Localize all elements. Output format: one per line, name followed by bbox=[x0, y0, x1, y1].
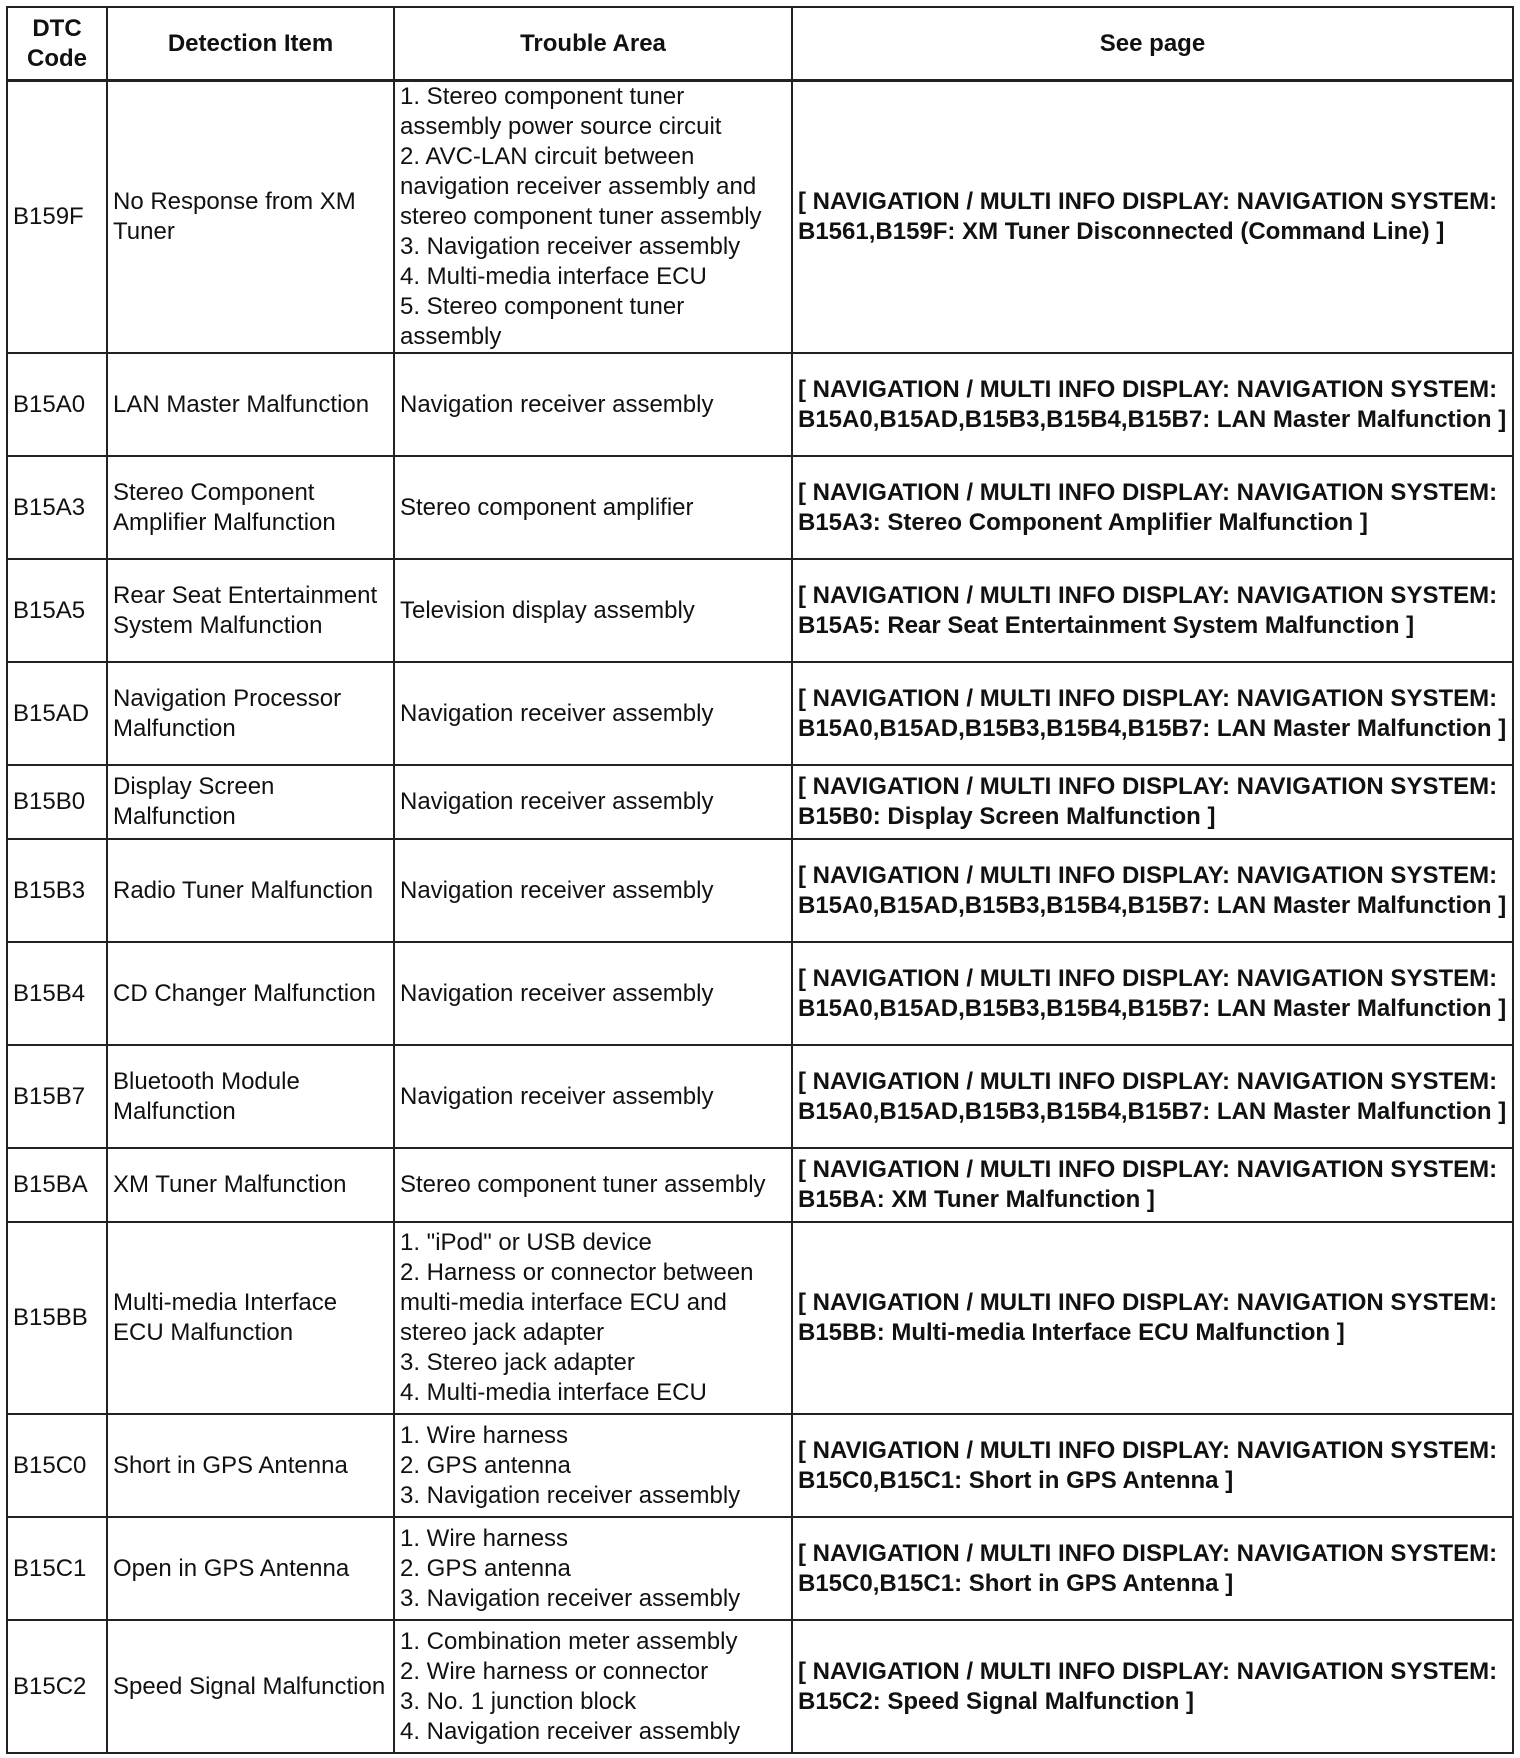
trouble-area-line: 1. Wire harness bbox=[400, 1421, 569, 1449]
detection-item: Radio Tuner Malfunction bbox=[107, 839, 394, 942]
dtc-code: B15A5 bbox=[7, 559, 107, 662]
table-row bbox=[7, 1148, 1513, 1222]
table-row bbox=[7, 942, 1513, 1045]
detection-item: Short in GPS Antenna bbox=[107, 1414, 394, 1517]
table-row bbox=[7, 559, 1513, 662]
see-page-ref: [ NAVIGATION / MULTI INFO DISPLAY: NAVIGATION SYSTEM: B15A0,B15AD,B15B3,B15B4,B15B7: LAN Master Malfunction ] bbox=[792, 662, 1513, 765]
table-row bbox=[7, 839, 1513, 942]
trouble-area-line: Navigation receiver assembly bbox=[400, 390, 714, 418]
trouble-area bbox=[394, 1517, 792, 1620]
trouble-area bbox=[394, 456, 792, 559]
header-see-page: See page bbox=[792, 7, 1513, 81]
trouble-area-line: 3. Navigation receiver assembly bbox=[400, 1481, 741, 1509]
dtc-table bbox=[6, 6, 1514, 1754]
trouble-area-line: 1. Combination meter assembly bbox=[400, 1627, 738, 1655]
table-row bbox=[7, 81, 1513, 354]
trouble-area-line: 2. Wire harness or connector bbox=[400, 1657, 709, 1685]
trouble-area-line: Navigation receiver assembly bbox=[400, 979, 714, 1007]
detection-item: Open in GPS Antenna bbox=[107, 1517, 394, 1620]
trouble-area-line: 3. No. 1 junction block bbox=[400, 1687, 637, 1715]
detection-item: LAN Master Malfunction bbox=[107, 353, 394, 456]
detection-item: Stereo Component Amplifier Malfunction bbox=[107, 456, 394, 559]
see-page-ref: [ NAVIGATION / MULTI INFO DISPLAY: NAVIGATION SYSTEM: B15B0: Display Screen Malfunction ] bbox=[792, 765, 1513, 839]
trouble-area-line: Navigation receiver assembly bbox=[400, 699, 714, 727]
see-page-ref: [ NAVIGATION / MULTI INFO DISPLAY: NAVIGATION SYSTEM: B15A3: Stereo Component Amplifier Malfunction ] bbox=[792, 456, 1513, 559]
header-dtc-code: DTC Code bbox=[7, 7, 107, 81]
trouble-area-line: 1. "iPod" or USB device bbox=[400, 1229, 652, 1256]
see-page-ref: [ NAVIGATION / MULTI INFO DISPLAY: NAVIGATION SYSTEM: B15A0,B15AD,B15B3,B15B4,B15B7: LAN Master Malfunction ] bbox=[792, 942, 1513, 1045]
trouble-area bbox=[394, 81, 792, 354]
see-page-ref: [ NAVIGATION / MULTI INFO DISPLAY: NAVIGATION SYSTEM: B15C0,B15C1: Short in GPS Antenna ] bbox=[792, 1517, 1513, 1620]
trouble-area-line: Navigation receiver assembly bbox=[400, 876, 714, 904]
detection-item: Navigation Processor Malfunction bbox=[107, 662, 394, 765]
trouble-area bbox=[394, 1620, 792, 1753]
trouble-area bbox=[394, 559, 792, 662]
detection-item: Speed Signal Malfunction bbox=[107, 1620, 394, 1753]
dtc-code: B15B3 bbox=[7, 839, 107, 942]
trouble-area-line: Television display assembly bbox=[400, 596, 695, 624]
trouble-area bbox=[394, 1222, 792, 1414]
header-trouble-area: Trouble Area bbox=[394, 7, 792, 81]
table-row bbox=[7, 1517, 1513, 1620]
see-page-ref: [ NAVIGATION / MULTI INFO DISPLAY: NAVIGATION SYSTEM: B15A0,B15AD,B15B3,B15B4,B15B7: LAN Master Malfunction ] bbox=[792, 1045, 1513, 1148]
detection-item: No Response from XM Tuner bbox=[107, 81, 394, 354]
dtc-code: B15AD bbox=[7, 662, 107, 765]
dtc-code: B15BA bbox=[7, 1148, 107, 1222]
trouble-area-line: Stereo component tuner assembly bbox=[400, 1171, 766, 1198]
trouble-area-line: 1. Wire harness bbox=[400, 1524, 569, 1552]
dtc-code: B15C2 bbox=[7, 1620, 107, 1753]
trouble-area-line: 2. Harness or connector between multi-media interface ECU and stereo jack adapter bbox=[400, 1259, 754, 1346]
detection-item: Display Screen Malfunction bbox=[107, 765, 394, 839]
table-row bbox=[7, 1414, 1513, 1517]
table-row bbox=[7, 1222, 1513, 1414]
detection-item: Rear Seat Entertainment System Malfunction bbox=[107, 559, 394, 662]
trouble-area-line: 2. GPS antenna bbox=[400, 1554, 571, 1582]
trouble-area bbox=[394, 353, 792, 456]
see-page-ref: [ NAVIGATION / MULTI INFO DISPLAY: NAVIGATION SYSTEM: B15A0,B15AD,B15B3,B15B4,B15B7: LAN Master Malfunction ] bbox=[792, 353, 1513, 456]
dtc-code: B15A0 bbox=[7, 353, 107, 456]
trouble-area-line: Navigation receiver assembly bbox=[400, 788, 714, 815]
trouble-area bbox=[394, 1148, 792, 1222]
see-page-ref: [ NAVIGATION / MULTI INFO DISPLAY: NAVIGATION SYSTEM: B1561,B159F: XM Tuner Disconnected (Command Line) ] bbox=[792, 81, 1513, 354]
table-row bbox=[7, 353, 1513, 456]
dtc-code: B159F bbox=[7, 81, 107, 354]
trouble-area-line: 1. Stereo component tuner assembly power source circuit bbox=[400, 83, 722, 140]
trouble-area-line: 3. Navigation receiver assembly bbox=[400, 1584, 741, 1612]
dtc-code: B15B4 bbox=[7, 942, 107, 1045]
table-row bbox=[7, 1045, 1513, 1148]
detection-item: XM Tuner Malfunction bbox=[107, 1148, 394, 1222]
table-row bbox=[7, 1620, 1513, 1753]
detection-item: Bluetooth Module Malfunction bbox=[107, 1045, 394, 1148]
see-page-ref: [ NAVIGATION / MULTI INFO DISPLAY: NAVIGATION SYSTEM: B15A0,B15AD,B15B3,B15B4,B15B7: LAN Master Malfunction ] bbox=[792, 839, 1513, 942]
see-page-ref: [ NAVIGATION / MULTI INFO DISPLAY: NAVIGATION SYSTEM: B15A5: Rear Seat Entertainment System Malfunction ] bbox=[792, 559, 1513, 662]
table-row bbox=[7, 456, 1513, 559]
trouble-area bbox=[394, 1414, 792, 1517]
trouble-area bbox=[394, 942, 792, 1045]
see-page-ref: [ NAVIGATION / MULTI INFO DISPLAY: NAVIGATION SYSTEM: B15C2: Speed Signal Malfunction ] bbox=[792, 1620, 1513, 1753]
header-row bbox=[7, 7, 1513, 81]
dtc-code: B15A3 bbox=[7, 456, 107, 559]
dtc-code: B15BB bbox=[7, 1222, 107, 1414]
trouble-area-line: 4. Navigation receiver assembly bbox=[400, 1717, 741, 1745]
table-row bbox=[7, 662, 1513, 765]
trouble-area-line: 4. Multi-media interface ECU bbox=[400, 1379, 707, 1406]
trouble-area-line: 2. AVC-LAN circuit between navigation receiver assembly and stereo component tuner assembly bbox=[400, 143, 762, 230]
trouble-area-line: Stereo component amplifier bbox=[400, 493, 694, 521]
see-page-ref: [ NAVIGATION / MULTI INFO DISPLAY: NAVIGATION SYSTEM: B15BB: Multi-media Interface ECU Malfunction ] bbox=[792, 1222, 1513, 1414]
trouble-area bbox=[394, 662, 792, 765]
detection-item: CD Changer Malfunction bbox=[107, 942, 394, 1045]
trouble-area bbox=[394, 839, 792, 942]
trouble-area-line: 3. Stereo jack adapter bbox=[400, 1349, 635, 1376]
detection-item: Multi-media Interface ECU Malfunction bbox=[107, 1222, 394, 1414]
trouble-area-line: 4. Multi-media interface ECU bbox=[400, 263, 707, 290]
trouble-area-line: 5. Stereo component tuner assembly bbox=[400, 293, 685, 350]
see-page-ref: [ NAVIGATION / MULTI INFO DISPLAY: NAVIGATION SYSTEM: B15BA: XM Tuner Malfunction ] bbox=[792, 1148, 1513, 1222]
trouble-area-line: Navigation receiver assembly bbox=[400, 1082, 714, 1110]
trouble-area bbox=[394, 1045, 792, 1148]
header-detection-item: Detection Item bbox=[107, 7, 394, 81]
trouble-area-line: 2. GPS antenna bbox=[400, 1451, 571, 1479]
trouble-area-line: 3. Navigation receiver assembly bbox=[400, 233, 741, 260]
dtc-code: B15B0 bbox=[7, 765, 107, 839]
dtc-code: B15B7 bbox=[7, 1045, 107, 1148]
table-row bbox=[7, 765, 1513, 839]
trouble-area bbox=[394, 765, 792, 839]
dtc-code: B15C0 bbox=[7, 1414, 107, 1517]
dtc-code: B15C1 bbox=[7, 1517, 107, 1620]
see-page-ref: [ NAVIGATION / MULTI INFO DISPLAY: NAVIGATION SYSTEM: B15C0,B15C1: Short in GPS Antenna ] bbox=[792, 1414, 1513, 1517]
